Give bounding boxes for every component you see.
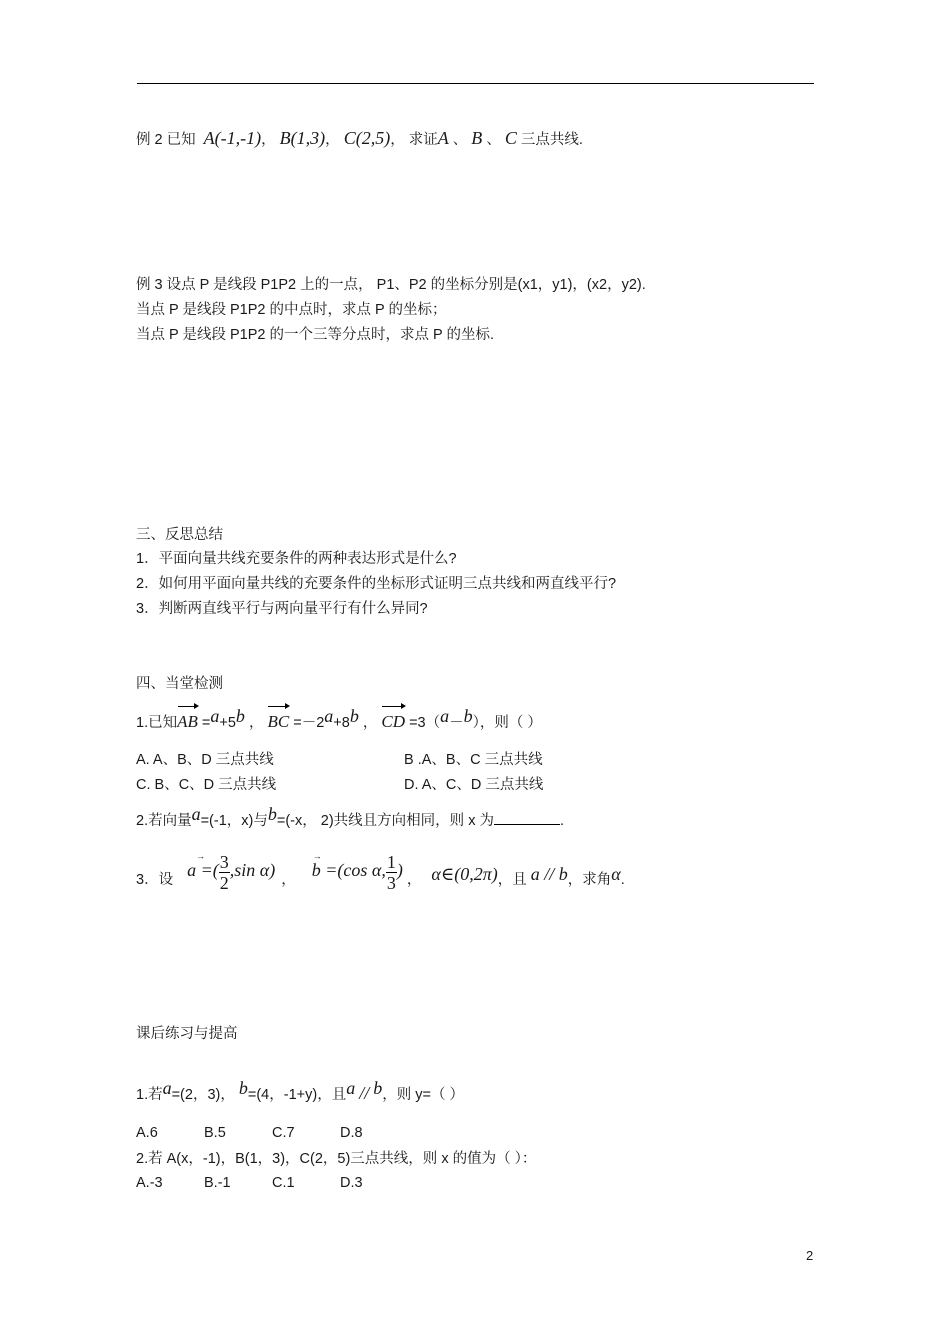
option: D.3: [340, 1175, 363, 1191]
var-b: B: [471, 128, 483, 148]
hq1-prefix: 1.若: [136, 1087, 163, 1103]
option: C.1: [272, 1175, 295, 1191]
vec-a: a: [324, 706, 334, 726]
q1-option-d: D. A、C、D 三点共线: [404, 777, 544, 793]
sep: 、: [452, 132, 468, 148]
fraction: [219, 852, 230, 893]
header-rule: [137, 83, 814, 84]
q3-range: α∈(0,2π): [431, 864, 498, 884]
arrow-icon: →: [196, 851, 206, 861]
example-3-line-1: 例 3 设点 P 是线段 P1P2 上的一点， P1、P2 的坐标分别是(x1，y1)，(x2，y2).: [136, 277, 646, 293]
reflection-heading: 三、反思总结: [136, 527, 223, 543]
q3-b-eq: b =(cos α,: [311, 860, 386, 880]
coef: +5: [219, 715, 236, 731]
point-b: B(1,3): [279, 128, 326, 148]
reflection-item: 2．如何用平面向量共线的充要条件的坐标形式证明三点共线和两直线平行?: [136, 576, 617, 592]
q3-ask: ，求角: [567, 872, 612, 888]
den: 3: [386, 872, 396, 893]
vec-b: b: [238, 1078, 248, 1098]
q2-mid: =(-1，x)与: [200, 813, 268, 829]
prove-text: 求证: [408, 132, 438, 148]
vec-b: b: [349, 706, 359, 726]
q3-alpha: α: [611, 864, 621, 884]
vector-ab: AB: [177, 706, 198, 734]
q3-qie: ，且: [497, 872, 527, 888]
q3-vec-b: [311, 851, 407, 893]
minus: －: [449, 715, 464, 731]
example-2-label: 例 2 已知: [136, 132, 196, 148]
example-2-tail: 三点共线.: [520, 132, 583, 148]
vec-a: a: [191, 804, 201, 824]
sep: 、: [486, 132, 501, 148]
example-3-line-3: 当点 P 是线段 P1P2 的一个三等分点时，求点 P 的坐标.: [136, 327, 494, 343]
reflection-item: 1．平面向量共线充要条件的两种表达形式是什么?: [136, 551, 457, 567]
check-q3: [136, 845, 625, 897]
hq1-mid: =(4，-1+y)，且: [247, 1087, 347, 1103]
point-a: A(-1,-1): [203, 128, 262, 148]
vec-a: a: [162, 1078, 172, 1098]
vec-b: b: [235, 706, 245, 726]
sep: ，: [390, 132, 405, 148]
q3-b-tail: ): [396, 860, 403, 880]
num: 1: [386, 851, 396, 872]
homework-q1: [136, 1078, 465, 1106]
coef: +8: [333, 715, 350, 731]
q3-prefix: 3．设: [136, 872, 174, 888]
q3-vec-a: [187, 851, 279, 893]
answer-blank[interactable]: [494, 810, 560, 825]
vec-b: b: [373, 1078, 383, 1098]
q1-option-a: A. A、B、D 三点共线: [136, 752, 274, 768]
q1-option-b: B .A、B、C 三点共线: [404, 752, 543, 768]
q3-parallel: a // b: [530, 864, 568, 884]
q1-close: ），则（ ）: [472, 715, 542, 731]
vec-a: a: [210, 706, 220, 726]
check-heading: 四、当堂检测: [136, 676, 223, 692]
hq1-mid: =(2，3)，: [171, 1087, 235, 1103]
option: D.8: [340, 1125, 363, 1141]
reflection-item: 3．判断两直线平行与两向量平行有什么异同?: [136, 601, 428, 617]
option: A.6: [136, 1125, 158, 1141]
check-q2: [136, 804, 565, 832]
vector-cd: CD: [381, 706, 405, 734]
page-number: 2: [806, 1248, 814, 1263]
hq1-end: ，则 y=（ ）: [382, 1087, 465, 1103]
q1-prefix: 1.已知: [136, 715, 178, 731]
check-q1: [136, 706, 542, 735]
var-c: C: [504, 128, 517, 148]
sep: ，: [248, 715, 264, 731]
sep: ，: [261, 132, 276, 148]
vec-b: b: [267, 804, 277, 824]
option: C.7: [272, 1125, 295, 1141]
eq: =: [201, 715, 211, 731]
q2-prefix: 2.若向量: [136, 813, 192, 829]
q3-end: .: [620, 872, 625, 888]
q3-a-tail: ,sin α): [229, 860, 276, 880]
homework-q1-options: [136, 1123, 363, 1143]
eq: =－2: [293, 715, 325, 731]
example-2: [136, 128, 583, 150]
fraction: [386, 852, 397, 893]
point-c: C(2,5): [343, 128, 391, 148]
option: A.-3: [136, 1175, 163, 1191]
sep: ，: [281, 872, 296, 888]
den: 2: [219, 872, 229, 893]
sep: ，: [325, 132, 340, 148]
arrow-icon: →: [312, 851, 322, 861]
homework-q2: 2.若 A(x，-1)，B(1，3)，C(2，5)三点共线，则 x 的值为（ ）：: [136, 1151, 537, 1167]
example-3-line-2: 当点 P 是线段 P1P2 的中点时，求点 P 的坐标；: [136, 302, 447, 318]
sep: ，: [362, 715, 378, 731]
eq: =3（: [409, 715, 441, 731]
q2-mid: =(-x， 2)共线且方向相同，则 x 为: [276, 813, 494, 829]
homework-q2-options: [136, 1173, 363, 1193]
homework-heading: 课后练习与提高: [136, 1026, 238, 1042]
vec-b: b: [463, 706, 473, 726]
vec-a: a: [346, 1078, 356, 1098]
vec-a: a: [440, 706, 450, 726]
q2-end: .: [559, 813, 565, 829]
option: B.5: [204, 1125, 226, 1141]
parallel: //: [359, 1083, 370, 1103]
num: 3: [219, 851, 229, 872]
q3-a-eq: a =(: [187, 860, 219, 880]
sep: ，: [406, 872, 422, 888]
option: B.-1: [204, 1175, 231, 1191]
vector-bc: BC: [267, 706, 289, 734]
var-a: A: [437, 128, 449, 148]
q1-option-c: C. B、C、D 三点共线: [136, 777, 277, 793]
